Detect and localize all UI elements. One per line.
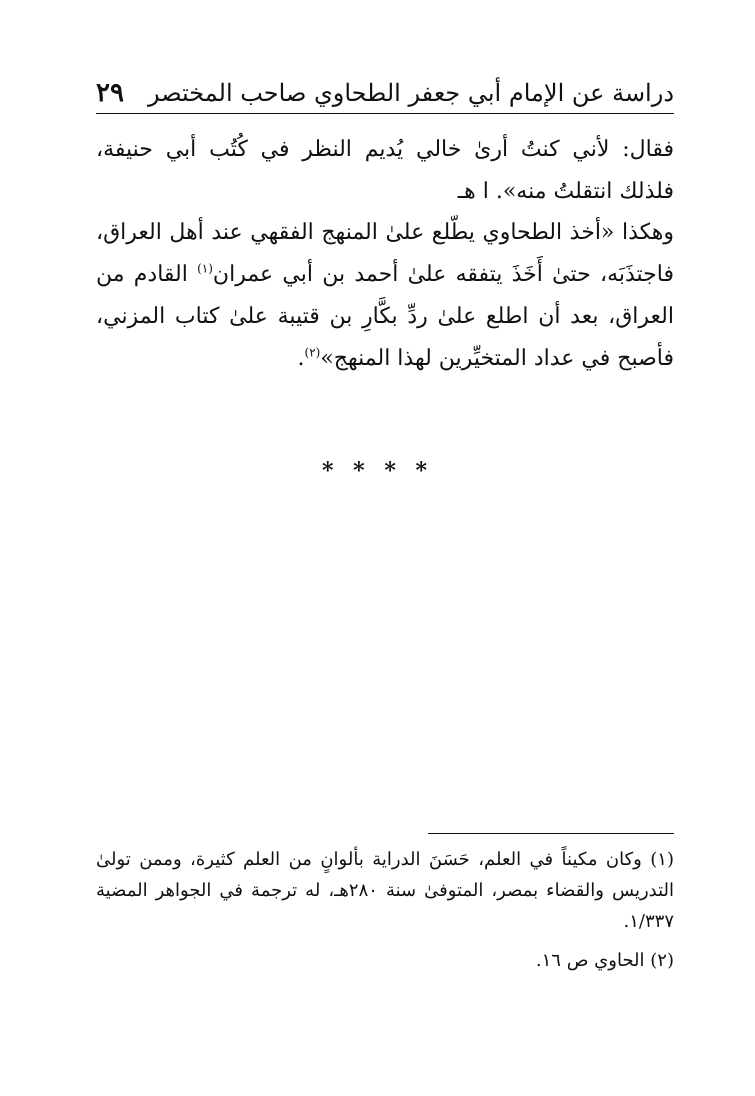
- paragraph-2-part-b: القادم من العراق، بعد أن اطلع علىٰ ردِّ بكَّارِ بن قتيبة علىٰ كتاب المزني، فأصبح في عداد المتخيِّرين لهذا المنهج»: [96, 262, 674, 371]
- footnote-ref-2: (٢): [304, 345, 321, 360]
- page-number: ٢٩: [96, 78, 124, 108]
- section-separator: * * * *: [322, 458, 433, 484]
- footnote-2: (٢) الحاوي ص ١٦.: [535, 950, 674, 971]
- paragraph-2-end: .: [297, 346, 305, 371]
- footnote-rule: [428, 833, 674, 834]
- footnote-1: (١) وكان مكيناً في العلم، حَسَنَ الدراية بألوانٍ من العلم كثيرة، وممن تولىٰ التدريس والقضاء بمصر، المتوفىٰ سنة ٢٨٠هـ، له ترجمة في الجواهر المضية ١/٣٣٧.: [96, 849, 675, 932]
- header-rule: [96, 113, 674, 114]
- paragraph-1: فقال: لأني كنتُ أرىٰ خالي يُديم النظر في كُتُب أبي حنيفة، فلذلك انتقلتُ منه». ا هـ: [96, 137, 674, 204]
- running-header: [96, 76, 674, 112]
- footnote-ref-1: (١): [197, 261, 213, 276]
- header-title: دراسة عن الإمام أبي جعفر الطحاوي صاحب المختصر: [147, 79, 674, 107]
- paragraph-2: [96, 212, 674, 380]
- paragraph-2-part-a: وهكذا «أخذ الطحاوي يطّلع علىٰ المنهج الفقهي عند أهل العراق، فاجتذَبَه، حتىٰ أَخَذَ يتفقه علىٰ أحمد بن أبي عمران: [96, 220, 674, 287]
- footnotes: [96, 844, 674, 976]
